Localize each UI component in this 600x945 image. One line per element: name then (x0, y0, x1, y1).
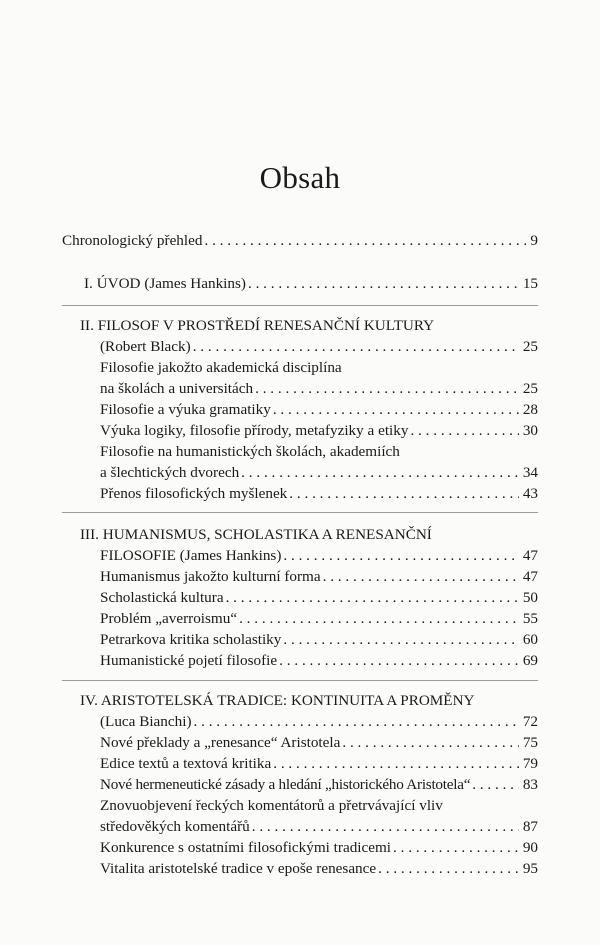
toc-entry (100, 753, 538, 775)
section-divider (62, 680, 538, 681)
toc-entry-page: 9 (530, 232, 538, 249)
toc-leader-dots (391, 837, 519, 859)
toc-entry-page: 47 (522, 547, 538, 564)
toc-leader-dots (253, 378, 519, 400)
toc-entry-title: na školách a universitách (100, 380, 254, 397)
toc-entry-title: (Luca Bianchi) (100, 713, 192, 730)
toc-entry-title: Znovuobjevení řeckých komentátorů a přetrvávající vliv (100, 797, 443, 814)
toc-entry (100, 399, 538, 421)
toc-entry-page: 83 (522, 776, 538, 793)
toc-leader-dots (408, 420, 518, 442)
toc-leader-dots (470, 774, 519, 796)
toc-leader-dots (224, 587, 519, 609)
toc-entry-page: 34 (522, 464, 538, 481)
toc-entry (100, 629, 538, 651)
toc-leader-dots (340, 732, 518, 754)
toc-leader-dots (281, 629, 518, 651)
section-divider (62, 305, 538, 306)
toc-entry (100, 837, 538, 859)
toc-section-heading: III. HUMANISMUS, SCHOLASTIKA A RENESANČNÍ (80, 526, 432, 543)
toc-entry (100, 462, 538, 484)
toc-entry-page: 50 (522, 589, 538, 606)
toc-entry-title: středověkých komentářů (100, 818, 250, 835)
toc-entry (100, 483, 538, 505)
toc-entry-title: Edice textů a textová kritika (100, 755, 272, 772)
toc-entry-page: 90 (522, 839, 538, 856)
toc-entry-page: 25 (522, 338, 538, 355)
page-title: Obsah (259, 160, 341, 195)
toc-entry-page: 30 (522, 422, 538, 439)
toc-entry (100, 608, 538, 630)
toc-entry-page: 25 (522, 380, 538, 397)
toc-entry (100, 650, 538, 672)
toc-entry-title: Filosofie jakožto akademická disciplína (100, 359, 342, 376)
toc-entry-title: (Robert Black) (100, 338, 191, 355)
toc-entry-title: I. ÚVOD (James Hankins) (84, 275, 246, 292)
toc-entry (84, 273, 538, 295)
toc-leader-dots (321, 566, 519, 588)
toc-leader-dots (192, 711, 519, 733)
toc-leader-dots (191, 336, 519, 358)
toc-entry-page: 79 (522, 755, 538, 772)
toc-entry-title: Humanistické pojetí filosofie (100, 652, 278, 669)
toc-entry-page: 75 (522, 734, 538, 751)
toc-entry (100, 858, 538, 880)
toc-entry (100, 545, 538, 567)
toc-entry-title: Nové hermeneutické zásady a hledání „historického Aristotela“ (100, 776, 471, 793)
toc-entry-title: Vitalita aristotelské tradice v epoše renesance (100, 860, 377, 877)
toc-entry (100, 566, 538, 588)
toc-entry-title: Petrarkova kritika scholastiky (100, 631, 282, 648)
toc-entry-title: Problém „averroismu“ (100, 610, 238, 627)
toc-entry-title: a šlechtických dvorech (100, 464, 240, 481)
toc-entry-title: Konkurence s ostatními filosofickými tradicemi (100, 839, 392, 856)
toc-leader-dots (239, 462, 519, 484)
toc-entry-title: Výuka logiky, filosofie přírody, metafyziky a etiky (100, 422, 409, 439)
toc-leader-dots (271, 399, 519, 421)
toc-entry-title: FILOSOFIE (James Hankins) (100, 547, 282, 564)
toc-section-heading: IV. ARISTOTELSKÁ TRADICE: KONTINUITA A PROMĚNY (80, 692, 475, 709)
toc-leader-dots (277, 650, 519, 672)
toc-leader-dots (202, 230, 526, 252)
toc-entry-page: 15 (522, 275, 538, 292)
toc-entry (100, 336, 538, 358)
toc-leader-dots (237, 608, 519, 630)
toc-entry (100, 378, 538, 400)
toc-entry-title: Filosofie a výuka gramatiky (100, 401, 271, 418)
toc-leader-dots (376, 858, 519, 880)
toc-entry-page: 87 (522, 818, 538, 835)
toc-entry-title: Chronologický přehled (62, 232, 203, 249)
toc-entry (62, 230, 538, 252)
toc-leader-dots (271, 753, 519, 775)
toc-entry (100, 420, 538, 442)
toc-leader-dots (250, 816, 519, 838)
toc-entry-page: 72 (522, 713, 538, 730)
toc-entry-title: Humanismus jakožto kulturní forma (100, 568, 321, 585)
toc-entry-page: 43 (522, 485, 538, 502)
toc-leader-dots (287, 483, 519, 505)
toc-entry-title: Nové překlady a „renesance“ Aristotela (100, 734, 341, 751)
section-divider (62, 512, 538, 513)
toc-entry (100, 774, 538, 796)
toc-entry-page: 95 (522, 860, 538, 877)
toc-entry-title: Filosofie na humanistických školách, akademiích (100, 443, 400, 460)
toc-entry (100, 732, 538, 754)
toc-leader-dots (246, 273, 519, 295)
toc-entry (100, 816, 538, 838)
toc-entry-page: 47 (522, 568, 538, 585)
toc-entry-page: 28 (522, 401, 538, 418)
toc-entry (100, 711, 538, 733)
toc-entry-page: 60 (522, 631, 538, 648)
toc-entry-title: Přenos filosofických myšlenek (100, 485, 288, 502)
toc-entry-title: Scholastická kultura (100, 589, 224, 606)
toc-section-heading: II. FILOSOF V PROSTŘEDÍ RENESANČNÍ KULTURY (80, 317, 435, 334)
toc-entry-page: 55 (522, 610, 538, 627)
toc-entry (100, 587, 538, 609)
toc-leader-dots (281, 545, 518, 567)
toc-entry-page: 69 (522, 652, 538, 669)
